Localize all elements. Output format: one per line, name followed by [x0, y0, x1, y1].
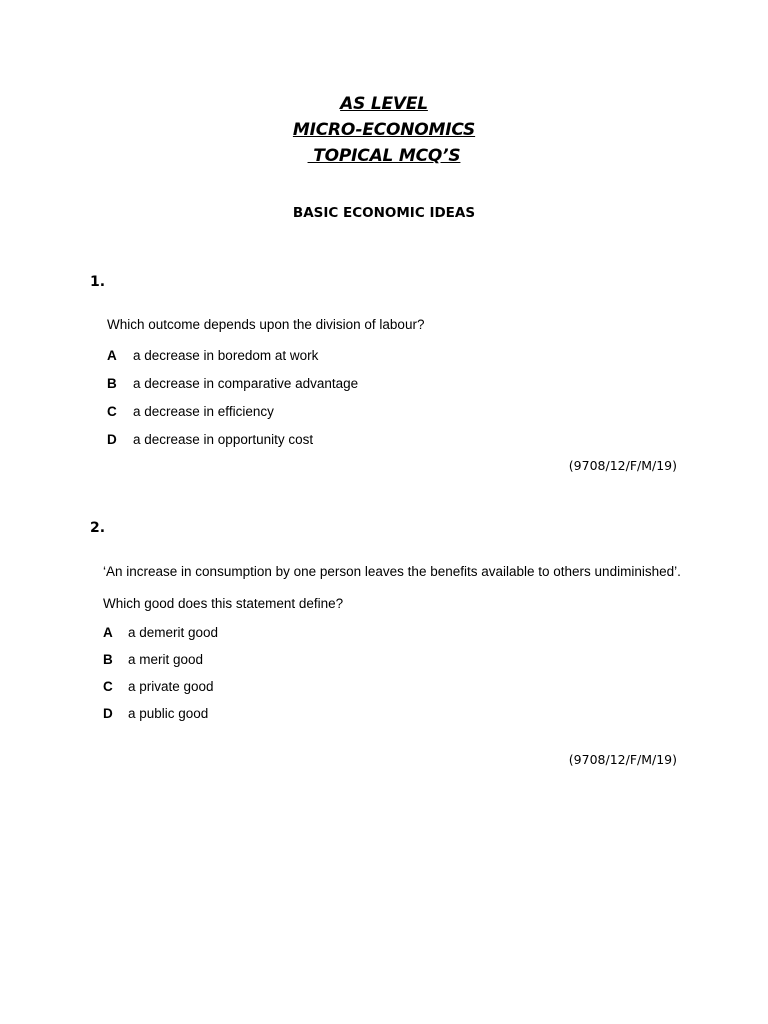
question-stem: Which good does this statement define? — [103, 596, 344, 611]
option-letter: B — [107, 376, 117, 391]
option-text: a decrease in boredom at work — [133, 348, 319, 363]
option-d — [103, 706, 403, 724]
option-text: a decrease in efficiency — [133, 404, 274, 419]
document-title-line-3: TOPICAL MCQ’S — [307, 146, 461, 166]
option-letter: C — [107, 404, 117, 419]
question-number: 1. — [90, 274, 106, 290]
option-letter: B — [103, 652, 113, 667]
option-text: a decrease in comparative advantage — [133, 376, 359, 391]
option-b — [103, 652, 403, 670]
option-a — [103, 625, 403, 643]
question-reference: (9708/12/F/M/19) — [568, 458, 677, 473]
option-letter: A — [107, 348, 117, 363]
option-text: a demerit good — [128, 625, 219, 640]
document-title-line-1: AS LEVEL — [340, 94, 428, 114]
question-quote: ‘An increase in consumption by one person leaves the benefits available to others undiminished’. — [103, 564, 681, 579]
question-reference: (9708/12/F/M/19) — [568, 752, 677, 767]
option-letter: D — [107, 432, 117, 447]
option-a — [107, 348, 507, 366]
option-text: a decrease in opportunity cost — [133, 432, 314, 447]
option-text: a merit good — [128, 652, 204, 667]
option-d — [107, 432, 507, 450]
option-letter: C — [103, 679, 113, 694]
option-c — [103, 679, 403, 697]
option-b — [107, 376, 507, 394]
option-letter: A — [103, 625, 113, 640]
question-number: 2. — [90, 520, 106, 536]
section-heading: BASIC ECONOMIC IDEAS — [292, 205, 476, 221]
question-stem: Which outcome depends upon the division of labour? — [107, 317, 425, 332]
option-c — [107, 404, 507, 422]
document-title-line-2: MICRO-ECONOMICS — [292, 120, 476, 140]
option-text: a public good — [128, 706, 209, 721]
option-text: a private good — [128, 679, 214, 694]
option-letter: D — [103, 706, 113, 721]
